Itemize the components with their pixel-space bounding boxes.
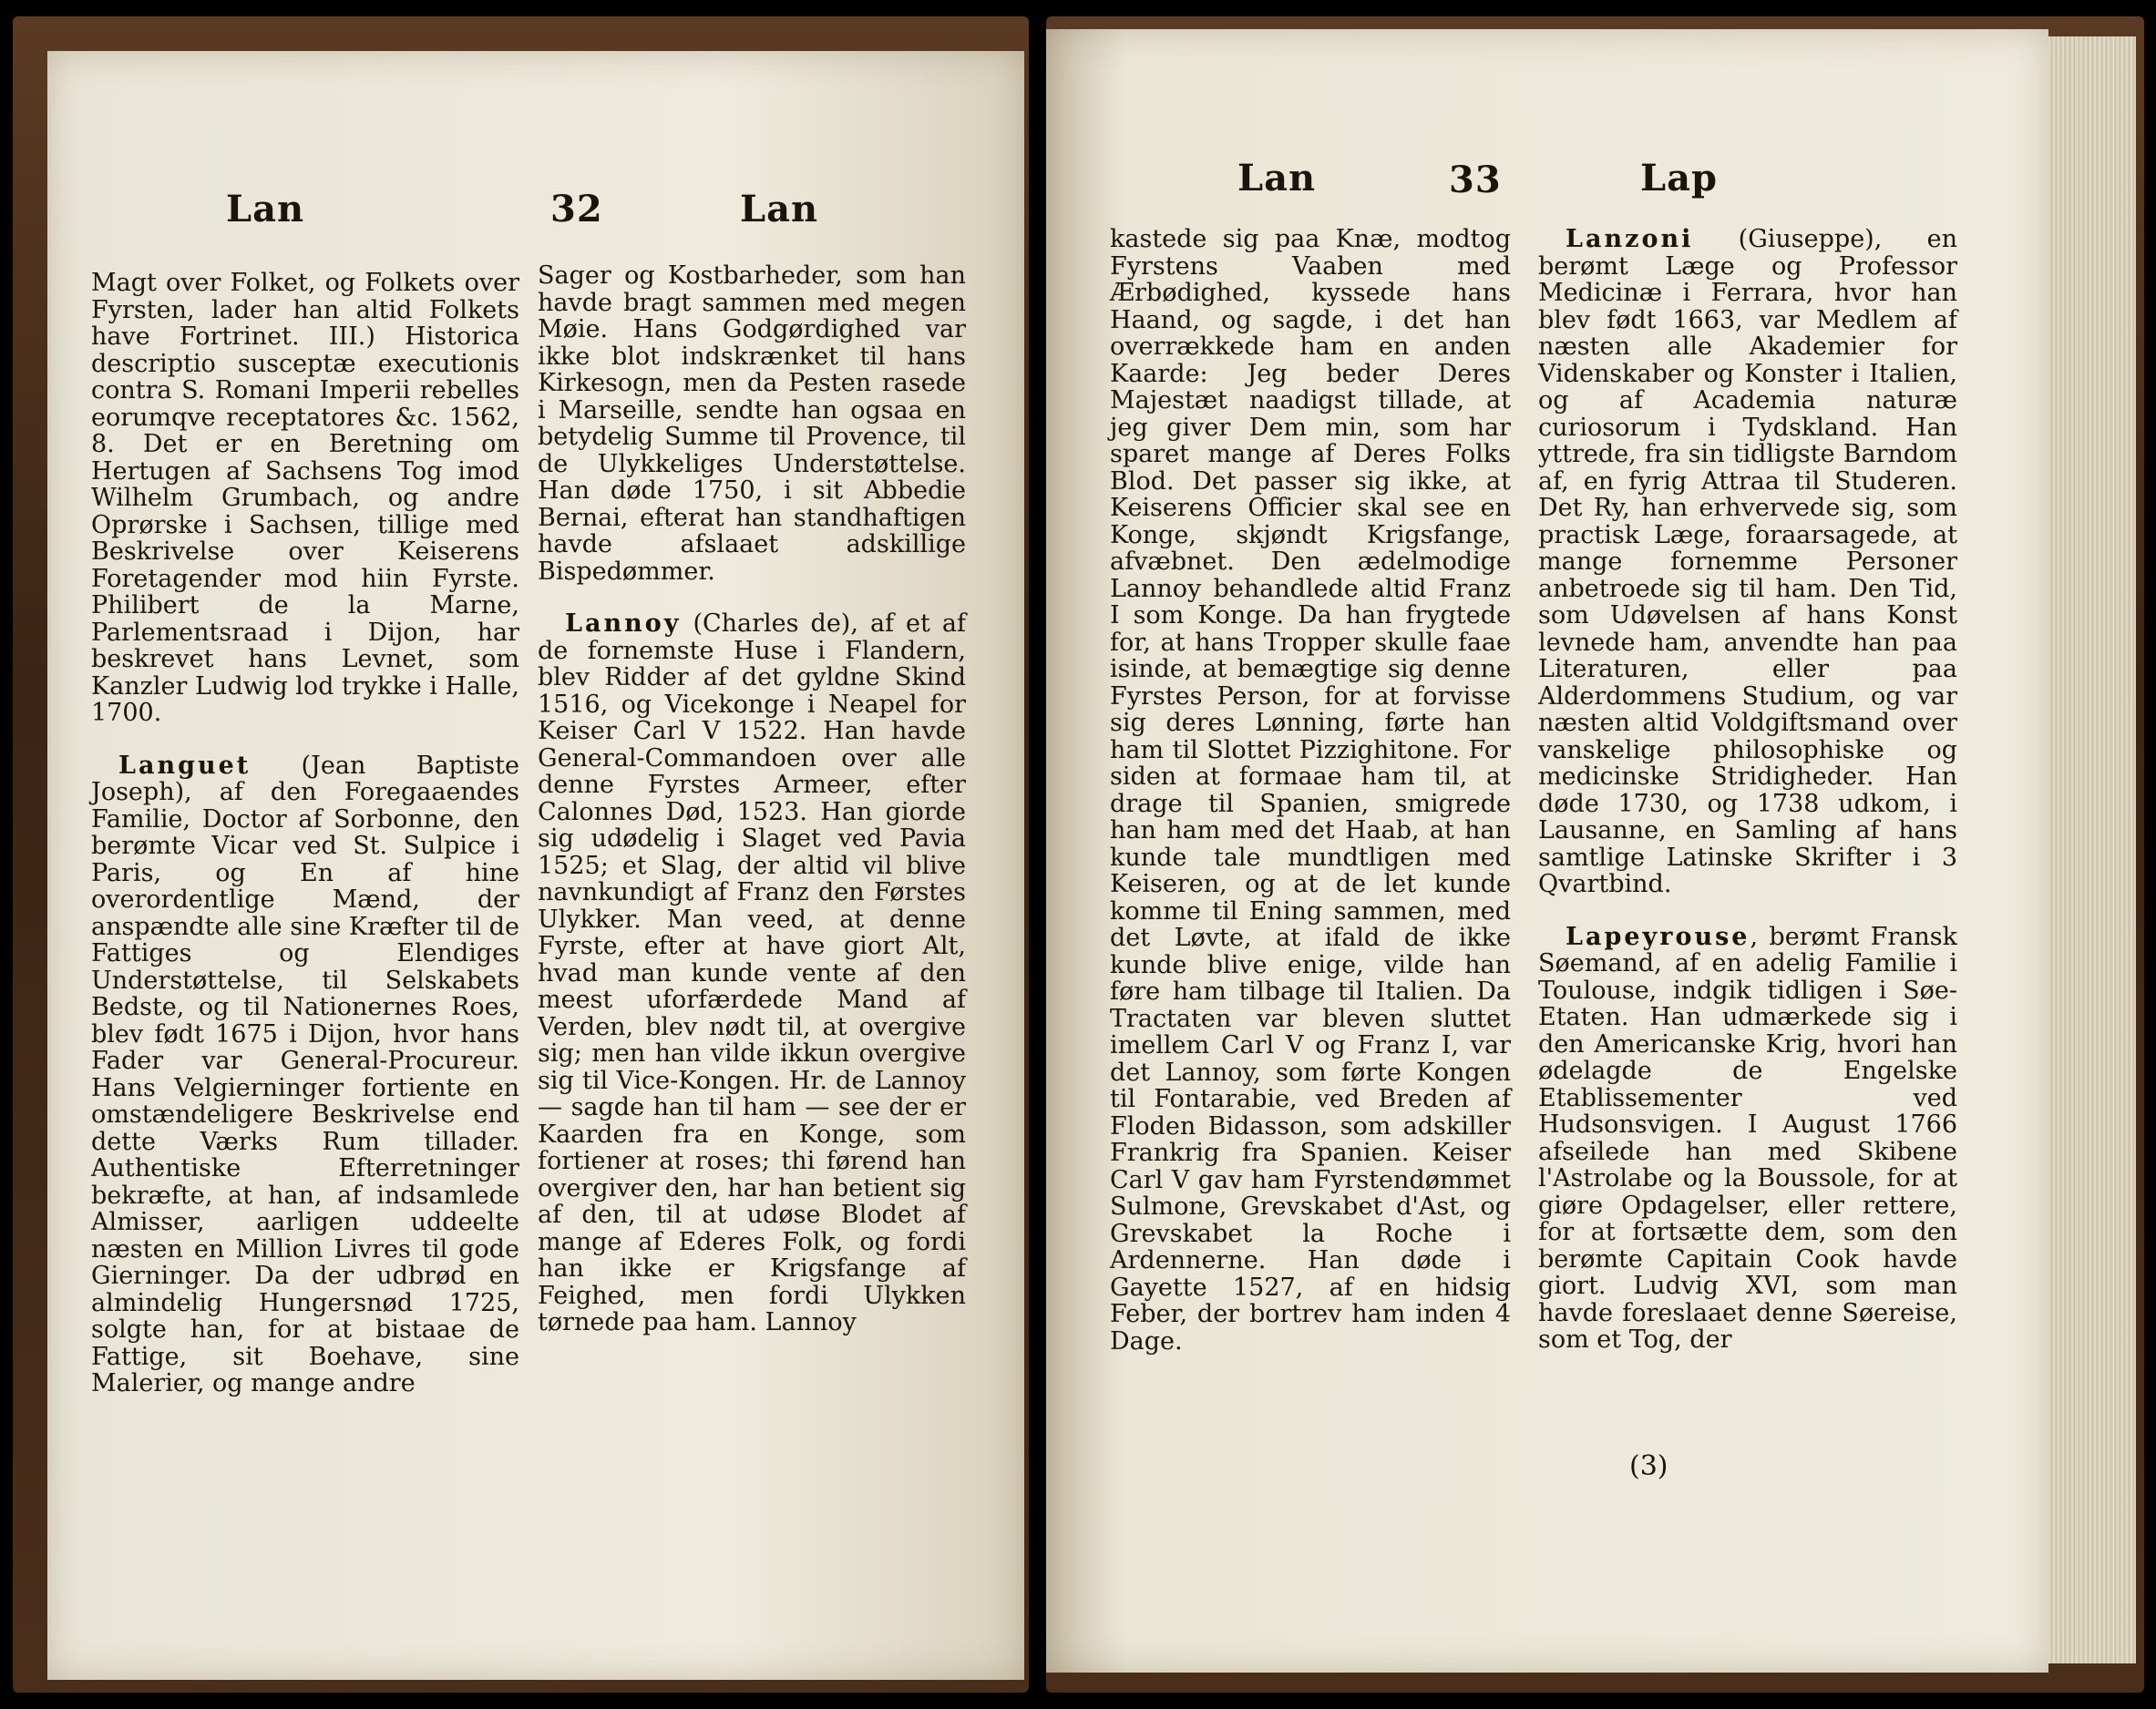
text-column-1	[91, 270, 519, 1423]
paragraph-text: (Jean Baptiste Joseph), af den Foregaaendes Familie, Doctor af Sorbonne, den berømte Vicar ved St. Sulpice i Paris, og En af hine overordentlige Mænd, der anspændte alle sine Kræfter til de Fattiges og Elendiges Understøttelse, til Selskabets Bedste, og til Nationernes Roes, blev født 1675 i Dijon, hvor hans Fader var General-Procureur. Hans Velgierninger fortiente en omstændeligere Beskrivelse end dette Værks Rum tillader. Authentiske Efterretninger bekræfte, at han, af indsamlede Almisser, aarligen uddeelte næsten en Million Livres til gode Gierninger. Da der udbrød en almindelig Hungersnød 1725, solgte han, for at bistaae de Fattige, sit Boehave, sine Malerier, og mange andre	[91, 751, 519, 1397]
paragraph-text: kastede sig paa Knæ, modtog Fyrstens Vaaben med Ærbødighed, kyssede hans Haand, og sagde, i det han overrækkede ham en anden Kaarde: Jeg beder Deres Majestæt naadigst tillade, at jeg giver Dem min, som har sparet mange af Deres Folks Blod. Det passer sig ikke, at Keiserens Officier skal see en Konge, skjøndt Krigsfange, afvæbnet. Den ædelmodige Lannoy behandlede altid Franz I som Konge. Da han frygtede for, at hans Tropper skulle faae isinde, at bemægtige sig denne Fyrstes Person, for at forvisse sig deres Lønning, førte han ham til Slottet Pizzighitone. For siden at formaae ham til, at drage til Spanien, smigrede han ham med det Haab, at han kunde tale mundtligen med Keiseren, og at de let kunde komme til Ening sammen, med det Løvte, at ifald de ikke kunde blive enige, vilde han føre ham tilbage til Italien. Da Tractaten var bleven sluttet imellem Carl V og Franz I, var det Lannoy, som førte Kongen til Fontarabie, ved Breden af Floden Bidasson, som adskiller Frankrig fra Spanien. Keiser Carl V gav ham Fyrstendømmet Sulmone, Grevskabet d'Ast, og Grevskabet la Roche i Ardennerne. Han døde i Gayette 1527, af en hidsig Feber, der bortrev ham inden 4 Dage.	[1110, 225, 1511, 1356]
right-page	[1046, 29, 2048, 1673]
paragraph	[1110, 226, 1511, 1355]
paragraph-text: (Charles de), af et af de fornemste Huse i Flandern, blev Ridder af det gyldne Skind 1516, og Vicekonge i Neapel for Keiser Carl V 1522. Han havde General-Commandoen over alle denne Fyrstes Armeer, efter Calonnes Død, 1523. Han giorde sig udødelig i Slaget ved Pavia 1525; et Slag, der altid vil blive navnkundigt af Franz den Førstes Ulykker. Man veed, at denne Fyrste, efter at have giort Alt, hvad man kunde vente af den meest uforfærdede Mand af Verden, blev nødt til, at overgive sig; men han vilde ikkun overgive sig til Vice-Kongen. Hr. de Lannoy — sagde han til ham — see der er Kaarden fra en Konge, som fortiener at roses; thi førend han overgiver den, har han betient sig af den, til at udøse Blodet af mange af Ederes Folk, og fordi han ikke er Krigsfange af Feighed, men fordi Ulykken tørnede paa ham. Lannoy	[538, 609, 966, 1336]
paragraph	[538, 262, 966, 585]
text-column-2	[1538, 226, 1957, 1379]
paragraph-text: , berømt Fransk Søemand, af en adelig Familie i Toulouse, indgik tidligen i Søe-Etaten. Han udmærkede sig i den Americanske Krig, hvori han ødelagde de Engelske Etablissementer ved Hudsonsvigen. I August 1766 afseilede han med Skibene l'Astrolabe og la Boussole, for at giøre Opdagelser, eller rettere, for at fortsætte dem, som den berømte Capitain Cook havde giort. Ludvig XVI, som man havde foreslaaet denne Søereise, som et Tog, der	[1538, 922, 1957, 1354]
entry-keyword: Languet	[118, 751, 252, 780]
paragraph	[1538, 226, 1957, 898]
entry-keyword: Lapeyrouse	[1566, 922, 1750, 951]
paragraph-text: Magt over Folket, og Folkets over Fyrsten, lader han altid Folkets have Fortrinet. III.) Historica descriptio susceptæ executionis contra S. Romani Imperii rebelles eorumqve receptatores &c. 1562, 8. Det er en Beretning om Hertugen af Sachsens Tog imod Wilhelm Grumbach, og andre Oprørske i Sachsen, tillige med Beskrivelse over Keiserens Foretagender mod hiin Fyrste. Philibert de la Marne, Parlementsraad i Dijon, har beskrevet hans Levnet, som Kanzler Ludwig lod trykke i Halle, 1700.	[91, 269, 519, 727]
running-head-left: Lan	[1237, 157, 1317, 200]
page-number: 32	[550, 188, 603, 230]
running-head-right: Lan	[740, 188, 819, 230]
page-number: 33	[1449, 159, 1502, 201]
text-column-1	[1110, 226, 1511, 1380]
signature-mark: (3)	[1629, 1450, 1668, 1482]
running-head-right: Lap	[1640, 157, 1719, 200]
running-head-left: Lan	[226, 188, 305, 230]
paragraph	[538, 610, 966, 1336]
paragraph	[91, 752, 519, 1397]
entry-keyword: Lanzoni	[1566, 225, 1694, 253]
paragraph	[1538, 924, 1957, 1354]
page-edges	[2048, 36, 2136, 1663]
text-column-2	[538, 262, 966, 1362]
entry-keyword: Lannoy	[565, 609, 682, 638]
left-page	[47, 51, 1024, 1680]
paragraph	[91, 270, 519, 727]
paragraph-text: (Giuseppe), en berømt Læge og Professor Medicinæ i Ferrara, hvor han blev født 1663, var Medlem af næsten alle Akademier for Videnskaber og Konster i Italien, og af Academia naturæ curiosorum i Tydskland. Han yttrede, fra sin tidligste Barndom af, en fyrig Attraa til Studeren. Det Ry, han erhvervede sig, som practisk Læge, foraarsagede, at mange fornemme Personer anbetroede sig til ham. Den Tid, som Udøvelsen af hans Konst levnede ham, anvendte han paa Literaturen, eller paa Alderdommens Studium, og var næsten altid Voldgiftsmand over vanskelige philosophiske og medicinske Stridigheder. Han døde 1730, og 1738 udkom, i Lausanne, en Samling af hans samtlige Latinske Skrifter i 3 Qvartbind.	[1538, 225, 1957, 898]
paragraph-text: Sager og Kostbarheder, som han havde bragt sammen med megen Møie. Hans Godgørdighed var ikke blot indskrænket til hans Kirkesogn, men da Pesten rasede i Marseille, sendte han ogsaa en betydelig Summe til Provence, til de Ulykkeliges Understøttelse. Han døde 1750, i sit Abbedie Bernai, efterat han standhaftigen havde afslaaet adskillige Bispedømmer.	[538, 261, 966, 586]
